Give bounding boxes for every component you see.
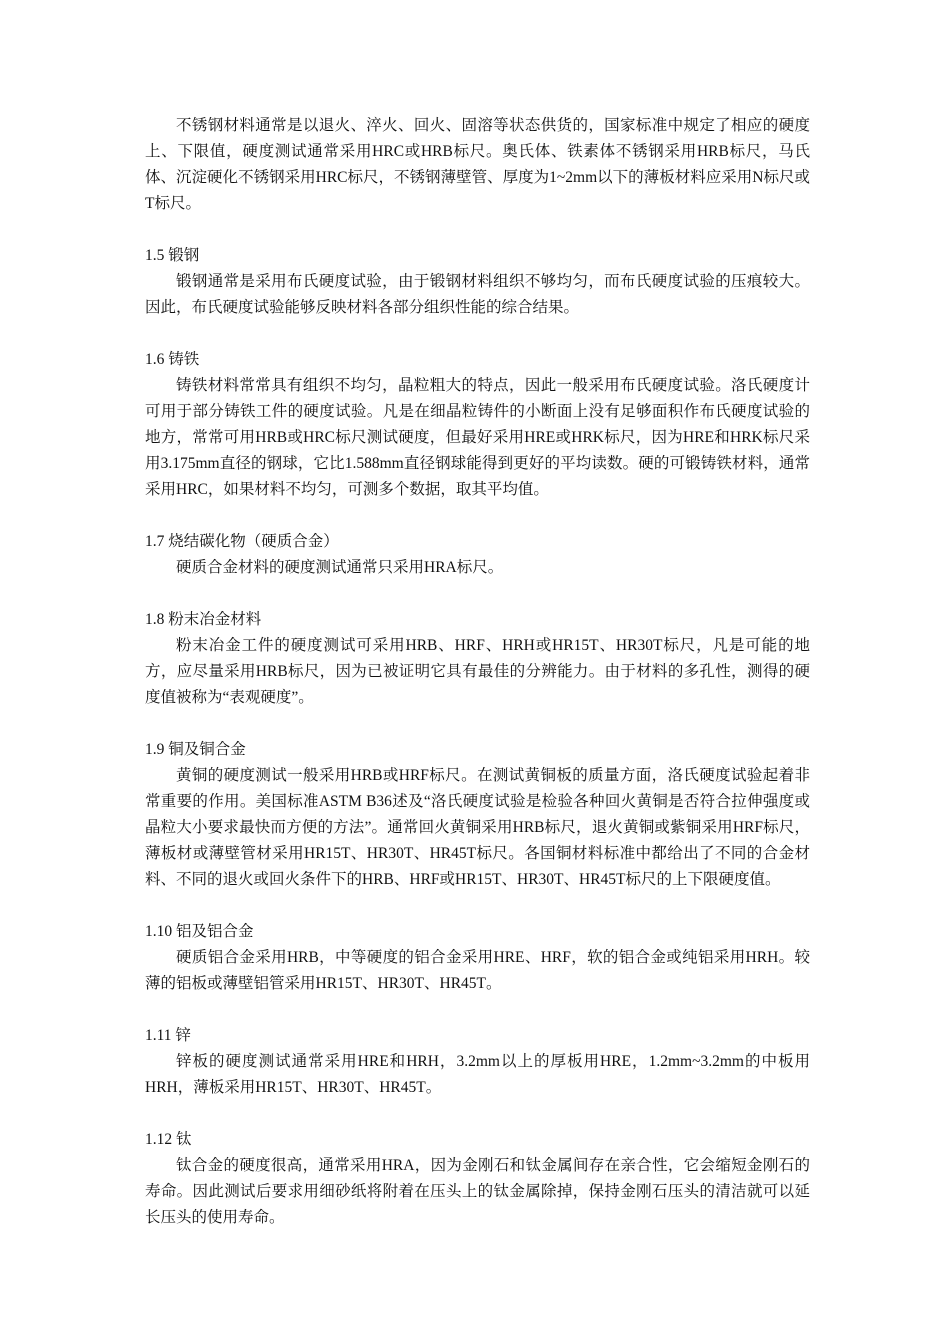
- intro-paragraph: 不锈钢材料通常是以退火、淬火、回火、固溶等状态供货的，国家标准中规定了相应的硬度上、下限值，硬度测试通常采用HRC或HRB标尺。奥氏体、铁素体不锈钢采用HRB标尺，马氏体、沉淀硬化不锈钢采用HRC标尺，不锈钢薄壁管、厚度为1~2mm以下的薄板材料应采用N标尺或T标尺。: [145, 117, 810, 212]
- section-aluminum-alloys: [145, 919, 810, 997]
- section-titanium: [145, 1127, 810, 1231]
- section-powder-metallurgy: [145, 607, 810, 711]
- section-copper-alloys: [145, 737, 810, 893]
- section-heading: 1.8 粉末冶金材料: [145, 611, 262, 628]
- section-body: 硬质合金材料的硬度测试通常只采用HRA标尺。: [176, 559, 504, 576]
- section-heading: 1.6 铸铁: [145, 351, 200, 368]
- section-body: 黄铜的硬度测试一般采用HRB或HRF标尺。在测试黄铜板的质量方面，洛氏硬度试验起着非常重要的作用。美国标准ASTM B36述及“洛氏硬度试验是检验各种回火黄铜是否符合拉伸强度或晶粒大小要求最快而方便的方法”。通常回火黄铜采用HRB标尺，退火黄铜或紫铜采用HRF标尺，薄板材或薄壁管材采用HR15T、HR30T、HR45T标尺。各国铜材料标准中都给出了不同的合金材料、不同的退火或回火条件下的HRB、HRF或HR15T、HR30T、HR45T标尺的上下限硬度值。: [145, 767, 810, 888]
- section-cemented-carbide: [145, 529, 810, 581]
- section-body: 粉末冶金工件的硬度测试可采用HRB、HRF、HRH或HR15T、HR30T标尺，凡是可能的地方，应尽量采用HRB标尺，因为已被证明它具有最佳的分辨能力。由于材料的多孔性，测得的硬度值被称为“表观硬度”。: [145, 637, 810, 706]
- section-body: 钛合金的硬度很高，通常采用HRA，因为金刚石和钛金属间存在亲合性，它会缩短金刚石的寿命。因此测试后要求用细砂纸将附着在压头上的钛金属除掉，保持金刚石压头的清洁就可以延长压头的使用寿命。: [145, 1157, 810, 1226]
- section-body: 硬质铝合金采用HRB，中等硬度的铝合金采用HRE、HRF，软的铝合金或纯铝采用HRH。较薄的铝板或薄壁铝管采用HR15T、HR30T、HR45T。: [145, 949, 810, 992]
- document-page: [145, 113, 810, 1231]
- section-cast-iron: [145, 347, 810, 503]
- section-heading: 1.10 铝及铝合金: [145, 923, 254, 940]
- section-heading: 1.11 锌: [145, 1027, 191, 1044]
- section-body: 锌板的硬度测试通常采用HRE和HRH，3.2mm以上的厚板用HRE，1.2mm~3.2mm的中板用HRH，薄板采用HR15T、HR30T、HR45T。: [145, 1053, 810, 1096]
- section-heading: 1.9 铜及铜合金: [145, 741, 246, 758]
- section-forged-steel: [145, 243, 810, 321]
- section-body: 锻钢通常是采用布氏硬度试验，由于锻钢材料组织不够均匀，而布氏硬度试验的压痕较大。因此，布氏硬度试验能够反映材料各部分组织性能的综合结果。: [145, 273, 810, 316]
- section-heading: 1.5 锻钢: [145, 247, 200, 264]
- section-zinc: [145, 1023, 810, 1101]
- section-heading: 1.12 钛: [145, 1131, 192, 1148]
- section-heading: 1.7 烧结碳化物（硬质合金）: [145, 533, 339, 550]
- section-body: 铸铁材料常常具有组织不均匀，晶粒粗大的特点，因此一般采用布氏硬度试验。洛氏硬度计可用于部分铸铁工件的硬度试验。凡是在细晶粒铸件的小断面上没有足够面积作布氏硬度试验的地方，常常可用HRB或HRC标尺测试硬度，但最好采用HRE或HRK标尺，因为HRE和HRK标尺采用3.175mm直径的钢球，它比1.588mm直径钢球能得到更好的平均读数。硬的可锻铸铁材料，通常采用HRC，如果材料不均匀，可测多个数据，取其平均值。: [145, 377, 810, 498]
